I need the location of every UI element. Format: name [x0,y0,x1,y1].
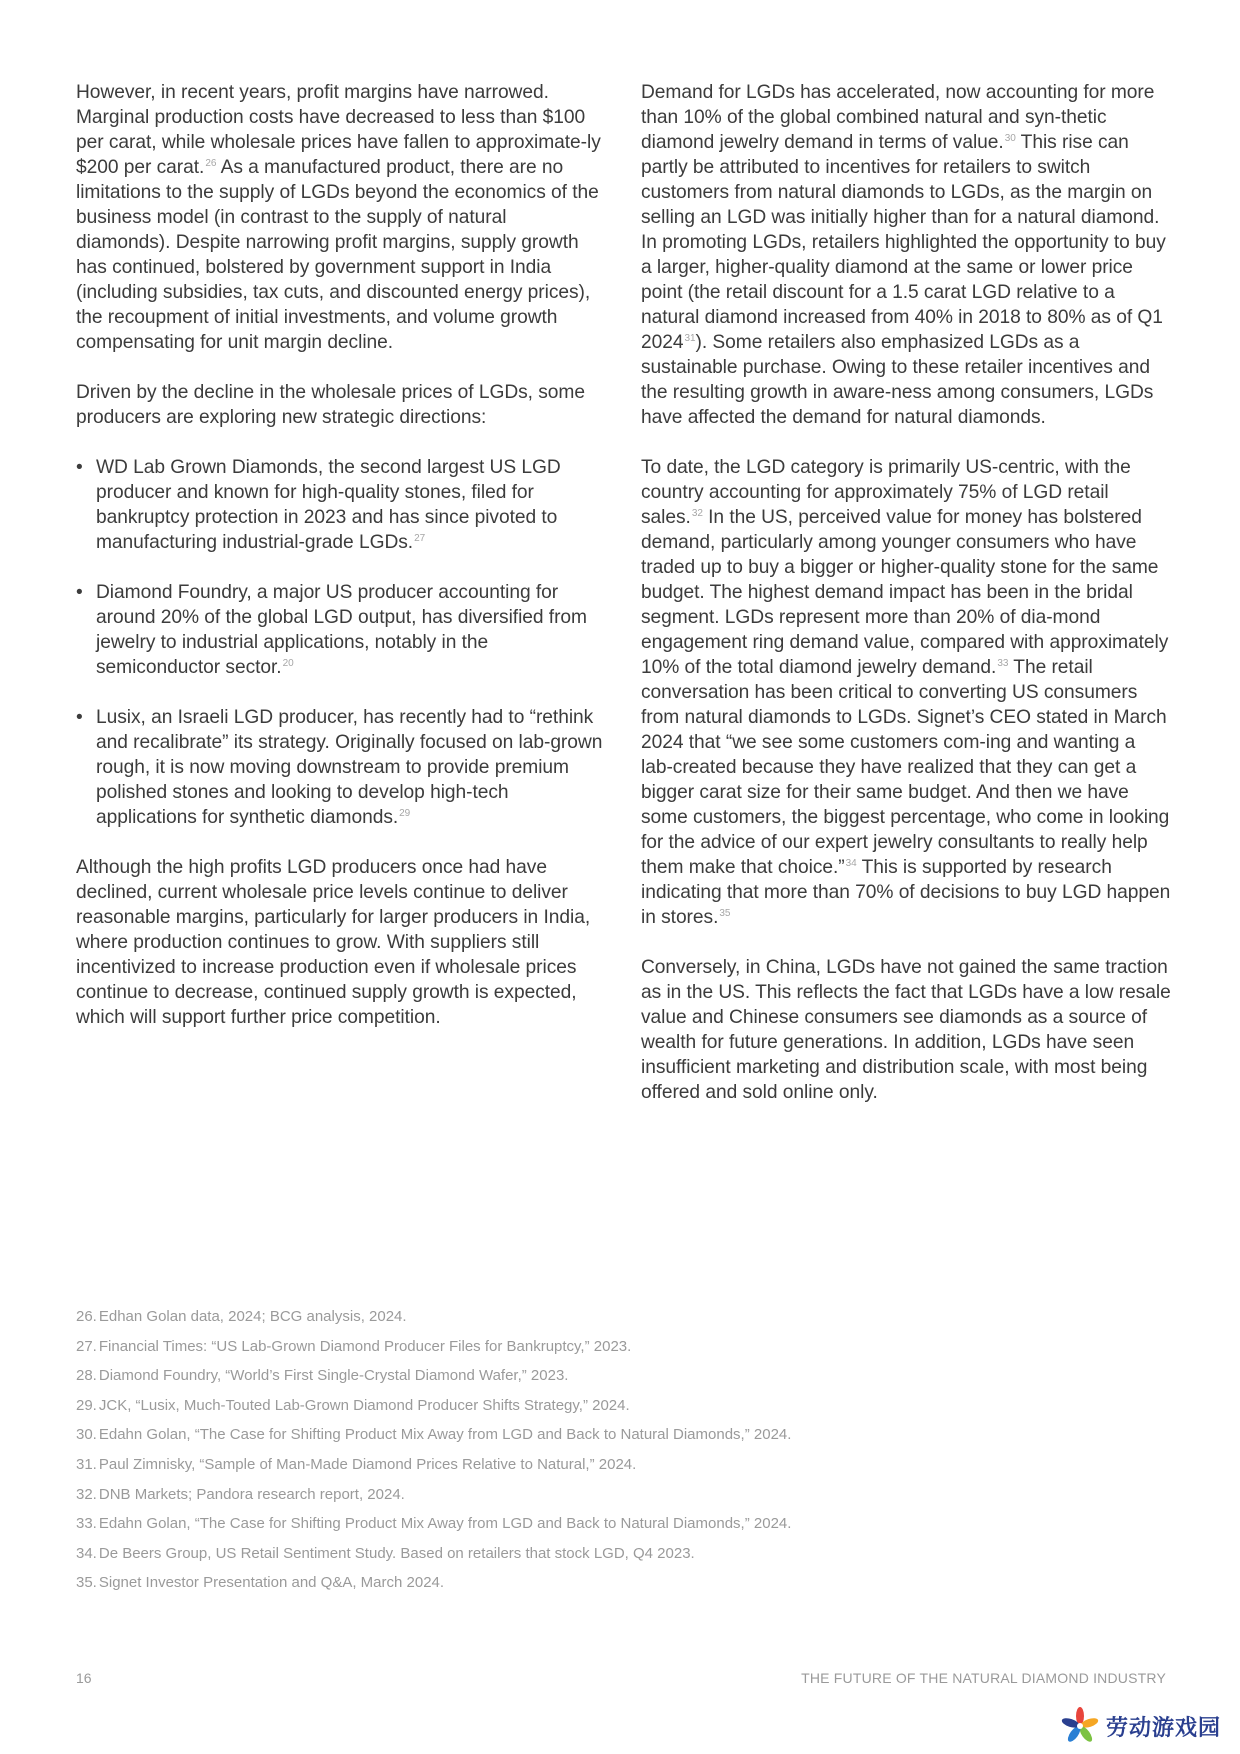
footnote-item: 30. Edahn Golan, “The Case for Shifting Product Mix Away from LGD and Back to Natural Diamonds,” 2024. [76,1426,792,1444]
footnote-ref[interactable]: 20 [282,657,294,669]
pinwheel-logo-icon [1060,1706,1100,1746]
paragraph: To date, the LGD category is primarily US-centric, with the country accounting for approximately 75% of LGD retail sales.$^{32}$ In the US, perceived value for money has bolstered demand, particularly among younger consumers who have traded up to buy a bigger or higher-quality stone for the same budget. The highest demand impact has been in the bridal segment. LGDs represent more than 20% of dia-mond engagement ring demand value, compared with approximately 10% of the total diamond jewelry demand.$^{33}$ The retail conversation has been critical to converting US consumers from natural diamonds to LGDs. Signet’s CEO stated in March 2024 that “we see some customers com-ing and wanting a lab-created because they have realized that they can get a bigger carat size for their same budget. And then we have some customers, the biggest percentage, who come in looking for the advice of our expert jewelry consultants to really help them make that choice.”$^{34}$ This is supported by research indicating that more than 70% of decisions to buy LGD happen in stores.$^{35}$ [641,457,1171,928]
paragraph: However, in recent years, profit margins have narrowed. Marginal production costs have decreased to less than $100 per carat, while wholesale prices have fallen to approximate-ly $200 per carat.$^{26}$ As a manufactured product, there are no limitations to the supply of LGDs beyond the economics of the business model (in contrast to the supply of natural diamonds). Despite narrowing profit margins, supply growth has continued, bolstered by government support in India (including subsidies, tax cuts, and discounted energy prices), the recoupment of initial investments, and volume growth compensating for unit margin decline. [76,82,601,353]
footnote-item: 28. Diamond Foundry, “World’s First Single-Crystal Diamond Wafer,” 2023. [76,1367,569,1385]
list-item: • WD Lab Grown Diamonds, the second largest US LGD producer and known for high-quality stones, filed for bankruptcy protection in 2023 and has since pivoted to manufacturing industrial-grade LGDs.$^{27}$ [76,455,606,555]
list-item: • Lusix, an Israeli LGD producer, has recently had to “rethink and recalibrate” its strategy. Originally focused on lab-grown rough, it is now moving downstream to provide premium polished stones and looking to develop high-tech applications for synthetic diamonds.$^{29}$ [76,705,606,830]
footnote-item: 32. DNB Markets; Pandora research report, 2024. [76,1485,405,1503]
footnote-ref[interactable]: 30 [1004,132,1016,144]
right-column [641,80,1171,1130]
footnote-ref[interactable]: 29 [399,807,411,819]
footnote-ref[interactable]: 26 [205,157,217,169]
footnote-item: 29. JCK, “Lusix, Much-Touted Lab-Grown Diamond Producer Shifts Strategy,” 2024. [76,1396,630,1414]
footnote-item: 27. Financial Times: “US Lab-Grown Diamond Producer Files for Bankruptcy,” 2023. [76,1337,632,1355]
list-item: • Diamond Foundry, a major US producer accounting for around 20% of the global LGD output, has diversified from jewelry to industrial applications, notably in the semiconductor sector.$^{20}$ [76,580,606,680]
footnote-ref[interactable]: 33 [997,657,1009,669]
footnote-ref[interactable]: 32 [691,507,703,519]
page-number: 16 [76,1670,92,1686]
paragraph: Conversely, in China, LGDs have not gained the same traction as in the US. This reflects the fact that LGDs have a low resale value and Chinese consumers see diamonds as a source of wealth for future generations. In addition, LGDs have seen insufficient marketing and distribution scale, with most being offered and sold online only. [641,957,1171,1103]
footnotes-list [76,1309,1076,1605]
footnote-item: 26. Edhan Golan data, 2024; BCG analysis, 2024. [76,1308,407,1325]
footnote-ref[interactable]: 35 [719,907,731,919]
paragraph: Although the high profits LGD producers once had have declined, current wholesale price levels continue to deliver reasonable margins, particularly for larger producers in India, where production continues to grow. With suppliers still incentivized to increase production even if wholesale prices continue to decrease, continued supply growth is expected, which will support further price competition. [76,857,591,1028]
footnote-item: 31. Paul Zimnisky, “Sample of Man-Made Diamond Prices Relative to Natural,” 2024. [76,1455,637,1473]
footnote-item: 34. De Beers Group, US Retail Sentiment Study. Based on retailers that stock LGD, Q4 2023. [76,1544,695,1562]
footnote-ref[interactable]: 27 [414,532,426,544]
bullet-list [76,455,606,830]
footnote-item: 35. Signet Investor Presentation and Q&A, March 2024. [76,1574,445,1592]
footnote-ref[interactable]: 31 [684,332,696,344]
watermark-text: 劳动游戏园 [1106,1714,1222,1741]
paragraph: Demand for LGDs has accelerated, now accounting for more than 10% of the global combined natural and syn-thetic diamond jewelry demand in terms of value.$^{30}$ This rise can partly be attributed to incentives for retailers to switch customers from natural diamonds to LGDs, as the margin on selling an LGD was initially higher than for a natural diamond. In promoting LGDs, retailers highlighted the opportunity to buy a larger, higher-quality diamond at the same or lower price point (the retail discount for a 1.5 carat LGD relative to a natural diamond increased from 40% in 2018 to 80% as of Q1 2024$^{31}$). Some retailers also emphasized LGDs as a sustainable purchase. Owing to these retailer incentives and the resulting growth in aware-ness among consumers, LGDs have affected the demand for natural diamonds. [641,82,1166,428]
footnote-item: 33. Edahn Golan, “The Case for Shifting Product Mix Away from LGD and Back to Natural Diamonds,” 2024. [76,1515,792,1533]
left-column [76,80,606,1055]
watermark [1060,1706,1221,1746]
footnote-ref[interactable]: 34 [845,857,857,869]
running-footer-title: THE FUTURE OF THE NATURAL DIAMOND INDUSTRY [801,1670,1166,1686]
paragraph: Driven by the decline in the wholesale prices of LGDs, some producers are exploring new strategic directions: [76,382,585,428]
